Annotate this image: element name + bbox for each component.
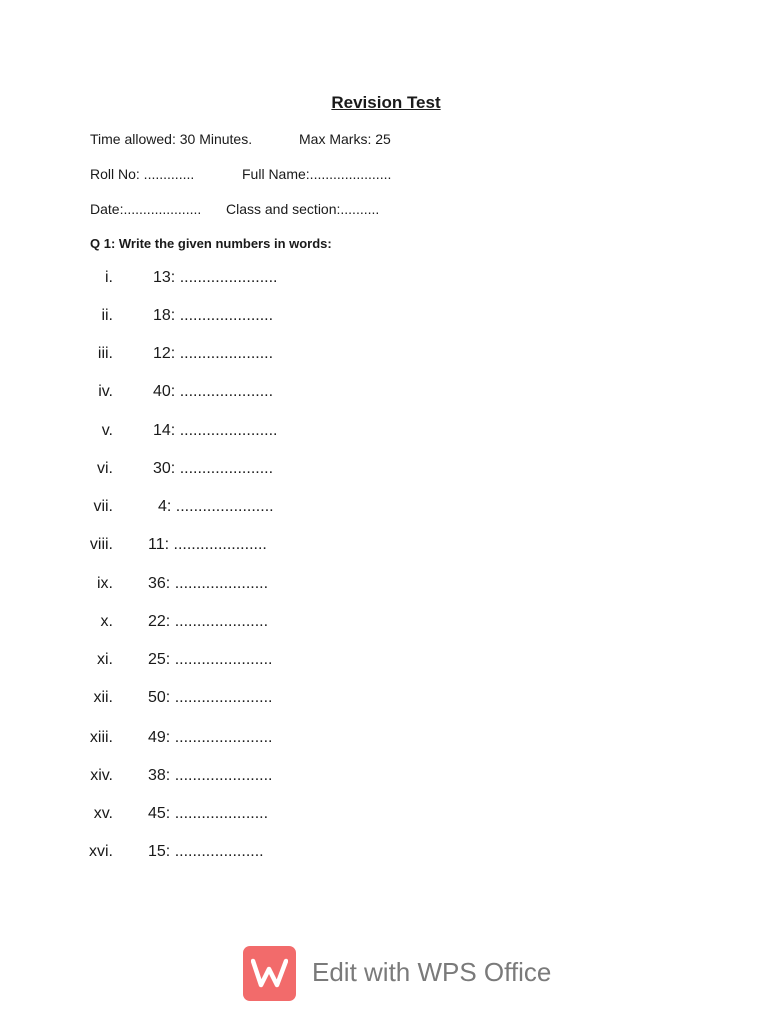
time-allowed: Time allowed: 30 Minutes. (90, 131, 253, 147)
max-marks: Max Marks: 25 (299, 131, 391, 147)
item-answer: 38: ...................... (148, 767, 273, 784)
item-numeral: xv. (93, 805, 113, 822)
item-answer: 18: ..................... (153, 307, 274, 324)
item-answer: 4: ...................... (158, 498, 274, 515)
item-numeral: xiv. (90, 767, 113, 784)
item-answer: 11: ..................... (148, 536, 267, 553)
item-answer: 30: ..................... (153, 460, 274, 477)
item-numeral: xii. (93, 689, 113, 706)
item-answer: 50: ...................... (148, 689, 273, 706)
item-numeral: iii. (97, 345, 113, 362)
item-answer: 15: .................... (148, 843, 264, 860)
item-numeral: vii. (93, 498, 113, 515)
item-answer: 25: ...................... (148, 651, 273, 668)
item-numeral: i. (105, 269, 113, 286)
item-answer: 49: ...................... (148, 729, 273, 746)
item-numeral: v. (101, 422, 113, 439)
item-numeral: iv. (98, 383, 113, 400)
item-numeral: vi. (97, 460, 113, 477)
item-numeral: ix. (97, 575, 113, 592)
wps-w-glyph-icon (251, 957, 288, 989)
item-answer: 40: ..................... (153, 383, 274, 400)
item-answer: 36: ..................... (148, 575, 269, 592)
date-field: Date:.................... (90, 201, 202, 217)
wps-edit-link[interactable]: Edit with WPS Office (312, 957, 552, 987)
item-numeral: x. (100, 613, 113, 630)
item-numeral: xvi. (89, 843, 113, 860)
item-numeral: ii. (101, 307, 113, 324)
class-section-field: Class and section:.......... (226, 201, 380, 217)
item-answer: 13: ...................... (153, 269, 278, 286)
question-heading: Q 1: Write the given numbers in words: (90, 236, 332, 251)
full-name-field: Full Name:..................... (242, 166, 392, 182)
item-numeral: viii. (89, 536, 113, 553)
wps-logo-icon[interactable] (243, 946, 296, 1001)
item-answer: 45: ..................... (148, 805, 269, 822)
roll-no-field: Roll No: ............. (90, 166, 195, 182)
item-answer: 22: ..................... (148, 613, 269, 630)
item-numeral: xi. (97, 651, 113, 668)
item-answer: 14: ...................... (153, 422, 278, 439)
document-title: Revision Test (331, 93, 441, 112)
item-numeral: xiii. (89, 729, 113, 746)
item-answer: 12: ..................... (153, 345, 274, 362)
